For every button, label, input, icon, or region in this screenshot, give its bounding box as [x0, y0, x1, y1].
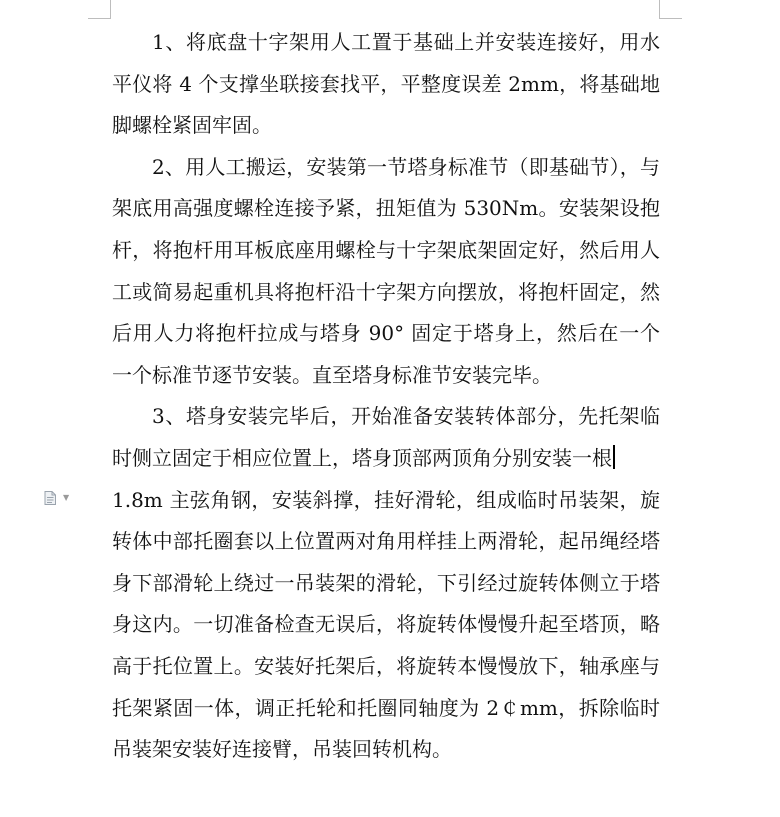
document-comment-icon[interactable] — [44, 491, 56, 505]
document-body[interactable] — [112, 22, 660, 771]
dropdown-caret-icon[interactable]: ▼ — [63, 493, 70, 502]
margin-corner-top-left — [88, 0, 111, 19]
paragraph-2: 2、用人工搬运，安装第一节塔身标准节（即基础节），与架底用高强度螺栓连接予紧，扭矩值为 530Nm。安装架设抱杆，将抱杆用耳板底座用螺栓与十字架底架固定好，然后用人工或简易起重机具将抱杆沿十字架方向摆放，将抱杆固定，然后用人力将抱杆拉成与塔身 90° 固定于塔身上，然后在一个一个标准节逐节安装。直至塔身标准节安装完毕。 — [112, 154, 660, 387]
text-cursor — [613, 445, 615, 469]
paragraph-1: 1、将底盘十字架用人工置于基础上并安装连接好，用水平仪将 4 个支撑坐联接套找平，平整度误差 2mm，将基础地脚螺栓紧固牢固。 — [112, 30, 660, 138]
paragraph-3-text: 3、塔身安装完毕后，开始准备安装转体部分，先托架临时侧立固定于相应位置上，塔身顶部两顶角分别安装一根 — [112, 404, 660, 470]
margin-corner-top-right — [659, 0, 682, 19]
paragraph-3 — [112, 396, 660, 479]
paragraph-3-continued: 1.8m 主弦角钢，安装斜撑，挂好滑轮，组成临时吊装架，旋转体中部托圈套以上位置两对角用样挂上两滑轮，起吊绳经塔身下部滑轮上绕过一吊装架的滑轮，下引经过旋转体侧立于塔身这内。一切准备检查无误后，将旋转体慢慢升起至塔顶，略高于托位置上。安装好托架后，将旋转本慢慢放下，轴承座与托架紧固一体，调正托轮和托圈同轴度为 2￠mm，拆除临时吊装架安装好连接臂，吊装回转机构。 — [112, 487, 660, 762]
